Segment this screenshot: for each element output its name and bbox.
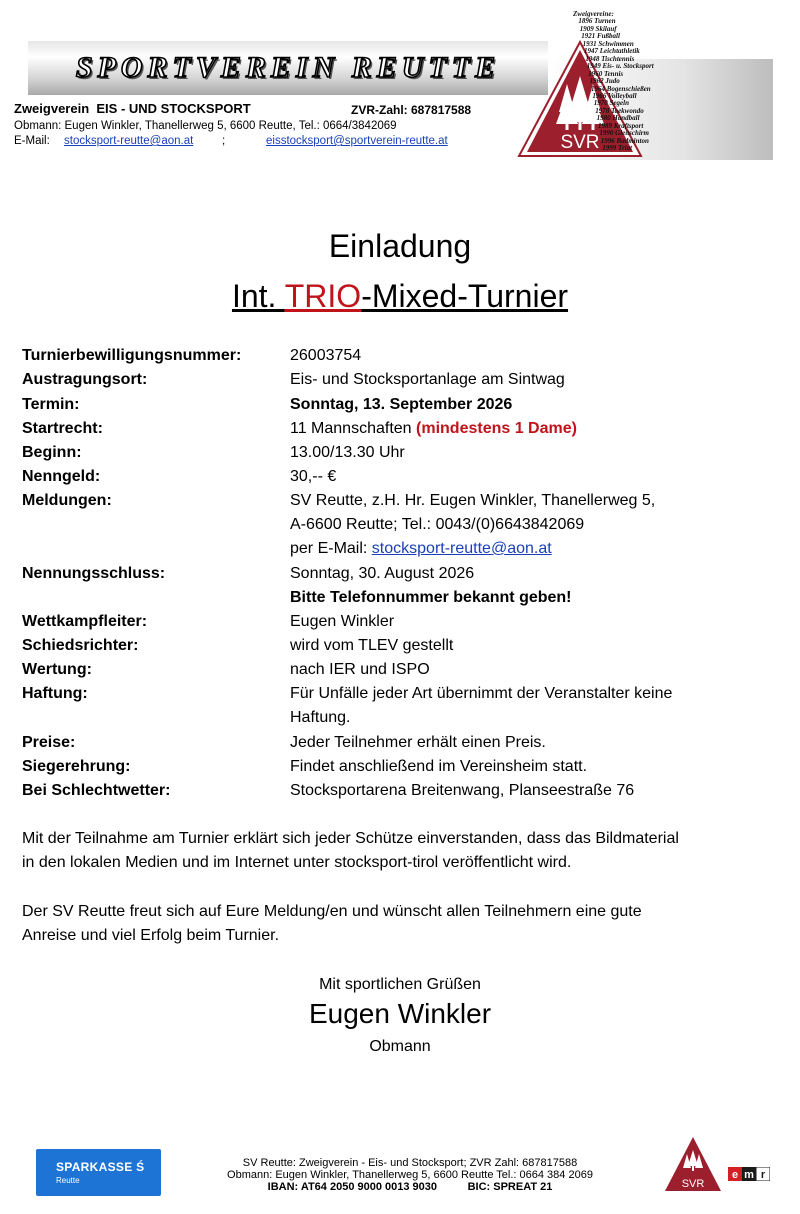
value-leiter: Eugen Winkler: [290, 613, 395, 630]
zvr-number: ZVR-Zahl: 687817588: [351, 103, 472, 117]
branch-name: EIS - UND STOCKSPORT: [96, 101, 251, 116]
branch-label: Zweigverein: [14, 101, 90, 116]
value-nenngeld: 30,-- €: [290, 468, 337, 485]
title-highlight: TRIO: [284, 278, 362, 314]
obmann-contact: Obmann: Eugen Winkler, Thanellerweg 5, 6600 Reutte, Tel.: 0664/3842069: [14, 120, 397, 132]
welcome-paragraph: [22, 900, 782, 948]
sparkasse-logo: [36, 1149, 161, 1196]
club-list-item: 1990 Gleitschirm: [599, 129, 649, 138]
club-list-item: 1966 Volleyball: [592, 91, 637, 100]
club-list-item: 1980 Handball: [596, 114, 640, 123]
value-meldungen-line3: [290, 540, 552, 558]
meldungen-email-prefix: per E-Mail:: [290, 540, 372, 557]
footer-line2: Obmann: Eugen Winkler, Thanellerweg 5, 6600 Reutte Tel.: 0664 384 2069: [227, 1169, 593, 1181]
sparkasse-s-icon: Ś: [136, 1160, 145, 1174]
sparkasse-name: [56, 1160, 144, 1174]
label-ort: Austragungsort:: [22, 371, 148, 388]
email-separator: ;: [222, 135, 226, 147]
welcome-line2: Anreise und viel Erfolg beim Turnier.: [22, 927, 280, 944]
label-termin: Termin:: [22, 396, 80, 413]
value-termin: Sonntag, 13. September 2026: [290, 396, 513, 413]
media-consent-line2: in den lokalen Medien und im Internet unter stocksport-tirol veröffentlicht wird.: [22, 854, 572, 871]
branch-club-list: [573, 11, 723, 153]
schluss-note: Bitte Telefonnummer bekannt geben!: [290, 589, 572, 606]
signer-name: Eugen Winkler: [308, 998, 492, 1029]
email-link-eisstocksport[interactable]: eisstocksport@sportverein-reutte.at: [266, 135, 448, 147]
club-list-item: 1921 Fußball: [581, 32, 620, 41]
value-schiedsrichter: wird vom TLEV gestellt: [290, 637, 454, 654]
emr-e: e: [731, 1169, 739, 1181]
startrecht-teams: 11 Mannschaften: [290, 420, 417, 437]
club-list-item: 1949 Eis- u. Stocksport: [586, 62, 654, 71]
media-consent-paragraph: [22, 827, 782, 875]
value-preise: Jeder Teilnehmer erhält einen Preis.: [290, 734, 546, 751]
label-preise: Preise:: [22, 734, 76, 751]
value-wertung: nach IER und ISPO: [290, 661, 430, 678]
label-siegerehrung: Siegerehrung:: [22, 758, 131, 775]
label-haftung: Haftung:: [22, 685, 88, 702]
label-bewilligung: Turnierbewilligungsnummer:: [22, 347, 242, 364]
footer-line1: SV Reutte: Zweigverein - Eis- und Stocksport; ZVR Zahl: 687817588: [242, 1157, 578, 1169]
emr-m: m: [744, 1169, 754, 1181]
value-meldungen-line2: A-6600 Reutte; Tel.: 0043/(0)6643842069: [290, 516, 585, 533]
label-nenngeld: Nenngeld:: [22, 468, 101, 485]
footer-logo-text: SVR: [681, 1178, 705, 1190]
label-meldungen: Meldungen:: [22, 492, 112, 509]
club-list-item: 1996 Badminton: [600, 136, 649, 145]
value-schluss: Sonntag, 30. August 2026: [290, 565, 475, 582]
label-leiter: Wettkampfleiter:: [22, 613, 148, 630]
emr-r: r: [760, 1169, 766, 1181]
value-ort: Eis- und Stocksportanlage am Sintwag: [290, 371, 565, 388]
value-bewilligung: 26003754: [290, 347, 362, 364]
title-prefix: Int.: [231, 278, 285, 314]
value-haftung-line2: Haftung.: [290, 709, 351, 726]
club-list-item: 1931 Schwimmen: [582, 39, 634, 48]
label-schlechtwetter: Bei Schlechtwetter:: [22, 782, 171, 799]
footer-iban: IBAN: AT64 2050 9000 0013 9030: [267, 1181, 438, 1193]
club-banner: [28, 41, 548, 95]
club-list-item: 1896 Turnen: [578, 17, 616, 26]
svr-footer-logo-icon: [664, 1136, 722, 1192]
value-haftung-line1: Für Unfälle jeder Art übernimmt der Veranstalter keine: [290, 685, 673, 702]
club-list-item: 1978 Taekwondo: [595, 106, 644, 115]
value-siegerehrung: Findet anschließend im Vereinsheim statt.: [290, 758, 588, 775]
club-list-item: 1999 Triat: [602, 144, 633, 153]
club-list-item: 1964 Bogenschießen: [591, 84, 651, 93]
value-startrecht: [290, 420, 577, 438]
label-schiedsrichter: Schiedsrichter:: [22, 637, 139, 654]
tournament-title: [0, 278, 800, 315]
label-schluss: Nennungsschluss:: [22, 565, 166, 582]
footer-bic: BIC: SPREAT 21: [467, 1181, 553, 1193]
club-list-item: 1909 Skilauf: [579, 24, 617, 33]
closing-greeting: Mit sportlichen Grüßen: [319, 976, 481, 993]
welcome-line1: Der SV Reutte freut sich auf Eure Meldung/en und wünscht allen Teilnehmern eine gute: [22, 903, 642, 920]
logo-text: SVR: [560, 132, 600, 153]
label-wertung: Wertung:: [22, 661, 92, 678]
sparkasse-wordmark: SPARKASSE: [56, 1160, 133, 1174]
meldungen-email-link[interactable]: stocksport-reutte@aon.at: [371, 540, 552, 557]
club-list-item: 1960 Tennis: [588, 69, 624, 78]
club-list-item: Zweigvereine:: [573, 10, 614, 18]
title-suffix: -Mixed-Turnier: [361, 278, 569, 314]
page-title: Einladung: [328, 228, 472, 264]
signer-role: Obmann: [369, 1038, 431, 1055]
label-beginn: Beginn:: [22, 444, 82, 461]
footer-bank-details: [190, 1181, 630, 1193]
club-list-item: 1948 Tischtennis: [585, 54, 635, 63]
club-list-item: 1947 Leichtathletik: [584, 47, 640, 56]
email-link-stocksport[interactable]: stocksport-reutte@aon.at: [64, 135, 194, 147]
startrecht-note: (mindestens 1 Dame): [416, 420, 577, 437]
email-label: E-Mail:: [14, 135, 50, 147]
emr-logo-icon: [728, 1167, 770, 1181]
label-startrecht: Startrecht:: [22, 420, 103, 437]
club-list-item: 1970 Segeln: [593, 99, 629, 108]
value-schlechtwetter: Stocksportarena Breitenwang, Planseestraße 76: [290, 782, 635, 799]
value-beginn: 13.00/13.30 Uhr: [290, 444, 405, 461]
club-list-item: 1962 Judo: [589, 77, 620, 86]
banner-title: SPORTVEREIN REUTTE: [75, 51, 501, 84]
value-meldungen-line1: SV Reutte, z.H. Hr. Eugen Winkler, Thanellerweg 5,: [290, 492, 656, 509]
media-consent-line1: Mit der Teilnahme am Turnier erklärt sich jeder Schütze einverstanden, dass das Bildmaterial: [22, 830, 679, 847]
footer-contact: [190, 1157, 630, 1193]
branch-title: [14, 101, 251, 116]
sparkasse-branch: Reutte: [56, 1176, 80, 1185]
club-list-item: 1989 Kraftsport: [598, 121, 644, 130]
